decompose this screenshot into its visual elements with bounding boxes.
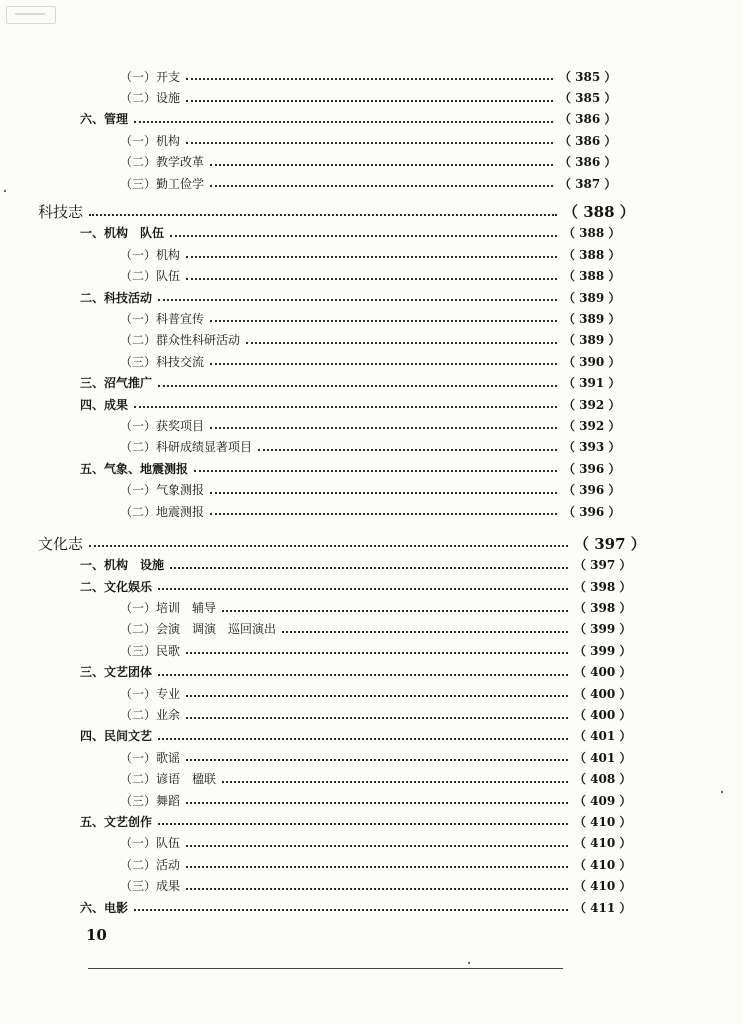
toc-entry-title: 一、机构 队伍 <box>80 226 165 241</box>
toc-entry-page: （ 398 ） <box>574 579 632 594</box>
toc-entry-title: 一、机构 设施 <box>80 558 165 573</box>
dot-leader <box>210 354 557 365</box>
toc-entry-title: 二、文化娱乐 <box>80 579 153 594</box>
table-of-contents <box>0 66 743 918</box>
toc-entry-title: （二）谚语 楹联 <box>120 772 217 787</box>
toc-entry <box>0 372 743 393</box>
dot-leader <box>210 155 553 166</box>
toc-entry <box>0 223 743 244</box>
toc-entry-title: （二）科研成绩显著项目 <box>120 440 253 455</box>
dot-leader <box>222 772 568 783</box>
toc-entry-title: （二）设施 <box>120 91 181 106</box>
toc-entry-page: （ 396 ） <box>563 504 621 519</box>
toc-entry <box>0 640 743 661</box>
toc-entry-page: （ 400 ） <box>574 708 632 723</box>
toc-entry <box>0 833 743 854</box>
toc-entry <box>0 854 743 875</box>
toc-entry-title: （一）队伍 <box>120 836 181 851</box>
toc-entry-page: （ 389 ） <box>563 311 621 326</box>
toc-entry <box>0 415 743 436</box>
toc-entry-page: （ 388 ） <box>563 226 621 241</box>
toc-entry-page: （ 389 ） <box>563 290 621 305</box>
toc-entry-page: （ 396 ） <box>563 483 621 498</box>
toc-entry <box>0 287 743 308</box>
toc-entry-title: （二）会演 调演 巡回演出 <box>120 622 277 637</box>
toc-entry <box>0 597 743 618</box>
dot-leader <box>210 311 557 322</box>
scan-speck <box>468 962 470 964</box>
toc-entry-page: （ 399 ） <box>574 643 632 658</box>
dot-leader <box>158 814 568 825</box>
toc-entry <box>0 726 743 747</box>
toc-chapter-entry <box>0 201 743 222</box>
toc-entry <box>0 576 743 597</box>
dot-leader <box>222 601 568 612</box>
dot-leader <box>258 440 557 451</box>
dot-leader <box>186 69 553 80</box>
toc-entry-title: （三）勤工俭学 <box>120 176 205 191</box>
toc-entry-title: （一）气象测报 <box>120 483 205 498</box>
toc-entry-page: （ 392 ） <box>563 397 621 412</box>
toc-entry-page: （ 387 ） <box>559 176 617 191</box>
toc-entry-title: （二）业余 <box>120 708 181 723</box>
toc-entry-title: （二）群众性科研活动 <box>120 333 241 348</box>
toc-entry-title: 二、科技活动 <box>80 290 153 305</box>
toc-entry-title: 文化志 <box>38 534 84 553</box>
dot-leader <box>134 900 568 911</box>
toc-entry-page: （ 389 ） <box>563 333 621 348</box>
toc-entry-title: 五、文艺创作 <box>80 814 153 829</box>
toc-entry <box>0 619 743 640</box>
toc-entry-page: （ 400 ） <box>574 665 632 680</box>
toc-entry-page: （ 409 ） <box>574 793 632 808</box>
dot-leader <box>186 793 568 804</box>
dot-leader <box>194 461 557 472</box>
toc-entry-title: （一）培训 辅导 <box>120 601 217 616</box>
toc-entry-title: 三、沼气推广 <box>80 376 153 391</box>
toc-entry-title: （三）民歌 <box>120 643 181 658</box>
toc-entry-title: 科技志 <box>38 203 84 222</box>
toc-entry-title: 四、成果 <box>80 397 129 412</box>
dot-leader <box>186 836 568 847</box>
watermark-stamp-icon <box>6 6 56 24</box>
toc-entry-title: （二）活动 <box>120 857 181 872</box>
toc-entry-page: （ 411 ） <box>574 900 632 915</box>
toc-entry <box>0 130 743 151</box>
dot-leader <box>186 750 568 761</box>
dot-leader <box>186 857 568 868</box>
dot-leader <box>186 247 557 258</box>
toc-entry-title: （一）获奖项目 <box>120 418 205 433</box>
toc-entry-page: （ 410 ） <box>574 836 632 851</box>
toc-entry <box>0 437 743 458</box>
toc-entry <box>0 555 743 576</box>
toc-entry-title: （一）机构 <box>120 133 181 148</box>
scan-speck <box>721 791 723 793</box>
toc-entry <box>0 173 743 194</box>
toc-entry-title: 五、气象、地震测报 <box>80 461 189 476</box>
toc-entry <box>0 683 743 704</box>
toc-entry-page: （ 401 ） <box>574 729 632 744</box>
toc-entry <box>0 244 743 265</box>
toc-entry-title: （二）地震测报 <box>120 504 205 519</box>
toc-entry-page: （ 393 ） <box>563 440 621 455</box>
dot-leader <box>158 290 557 301</box>
toc-entry-title: 三、文艺团体 <box>80 665 153 680</box>
toc-entry <box>0 458 743 479</box>
toc-entry-title: 六、电影 <box>80 900 129 915</box>
toc-entry <box>0 330 743 351</box>
toc-entry-page: （ 397 ） <box>574 534 646 553</box>
dot-leader <box>210 418 557 429</box>
toc-entry-title: （三）科技交流 <box>120 354 205 369</box>
dot-leader <box>158 376 557 387</box>
toc-entry-page: （ 391 ） <box>563 376 621 391</box>
toc-entry-page: （ 392 ） <box>563 418 621 433</box>
dot-leader <box>210 483 557 494</box>
toc-entry-page: （ 385 ） <box>559 91 617 106</box>
toc-section-science <box>0 201 743 522</box>
footer-rule <box>88 968 563 969</box>
toc-entry-title: （三）成果 <box>120 879 181 894</box>
toc-entry <box>0 87 743 108</box>
dot-leader <box>186 133 553 144</box>
toc-entry-page: （ 408 ） <box>574 772 632 787</box>
toc-entry <box>0 351 743 372</box>
dot-leader <box>158 665 568 676</box>
toc-entry <box>0 66 743 87</box>
toc-entry <box>0 479 743 500</box>
dot-leader <box>282 622 568 633</box>
toc-entry-page: （ 390 ） <box>563 354 621 369</box>
dot-leader <box>170 558 568 569</box>
toc-entry <box>0 897 743 918</box>
toc-entry-page: （ 386 ） <box>559 155 617 170</box>
toc-entry <box>0 109 743 130</box>
toc-entry-title: （一）开支 <box>120 69 181 84</box>
dot-leader <box>210 176 553 187</box>
dot-leader <box>89 205 557 216</box>
toc-entry-title: 四、民间文艺 <box>80 729 153 744</box>
toc-entry-title: （一）科普宣传 <box>120 311 205 326</box>
toc-entry <box>0 308 743 329</box>
toc-entry <box>0 769 743 790</box>
toc-entry-page: （ 397 ） <box>574 558 632 573</box>
dot-leader <box>186 91 553 102</box>
toc-entry-page: （ 410 ） <box>574 879 632 894</box>
toc-entry <box>0 875 743 896</box>
dot-leader <box>210 504 557 515</box>
toc-entry <box>0 662 743 683</box>
toc-entry-page: （ 388 ） <box>563 269 621 284</box>
toc-entry-title: （一）专业 <box>120 686 181 701</box>
dot-leader <box>186 708 568 719</box>
dot-leader <box>186 686 568 697</box>
toc-entry <box>0 747 743 768</box>
toc-entry-page: （ 401 ） <box>574 750 632 765</box>
toc-entry-page: （ 388 ） <box>563 203 635 222</box>
toc-entry-page: （ 400 ） <box>574 686 632 701</box>
toc-entry-page: （ 398 ） <box>574 601 632 616</box>
scan-speck <box>4 190 6 192</box>
toc-entry-page: （ 410 ） <box>574 857 632 872</box>
dot-leader <box>170 226 557 237</box>
toc-entry-title: （二）队伍 <box>120 269 181 284</box>
dot-leader <box>89 536 568 547</box>
dot-leader <box>158 729 568 740</box>
dot-leader <box>158 579 568 590</box>
toc-entry-title: （二）教学改革 <box>120 155 205 170</box>
toc-entry <box>0 704 743 725</box>
toc-entry <box>0 266 743 287</box>
dot-leader <box>186 643 568 654</box>
toc-entry <box>0 811 743 832</box>
dot-leader <box>186 879 568 890</box>
toc-entry <box>0 790 743 811</box>
toc-entry-page: （ 386 ） <box>559 133 617 148</box>
toc-entry <box>0 501 743 522</box>
toc-section-culture <box>0 533 743 918</box>
toc-entry-page: （ 388 ） <box>563 247 621 262</box>
toc-entry-page: （ 386 ） <box>559 112 617 127</box>
toc-entry-page: （ 410 ） <box>574 814 632 829</box>
toc-entry-page: （ 399 ） <box>574 622 632 637</box>
toc-chapter-entry <box>0 533 743 554</box>
toc-entry-page: （ 385 ） <box>559 69 617 84</box>
dot-leader <box>134 112 553 123</box>
dot-leader <box>186 269 557 280</box>
dot-leader <box>134 397 557 408</box>
toc-entry-title: （一）机构 <box>120 247 181 262</box>
toc-entry-title: （三）舞蹈 <box>120 793 181 808</box>
dot-leader <box>246 333 557 344</box>
toc-entry <box>0 394 743 415</box>
page-number: 10 <box>86 926 107 944</box>
toc-entry-page: （ 396 ） <box>563 461 621 476</box>
toc-entry <box>0 152 743 173</box>
toc-entry-title: （一）歌谣 <box>120 750 181 765</box>
toc-section-continued <box>0 66 743 194</box>
toc-entry-title: 六、管理 <box>80 112 129 127</box>
